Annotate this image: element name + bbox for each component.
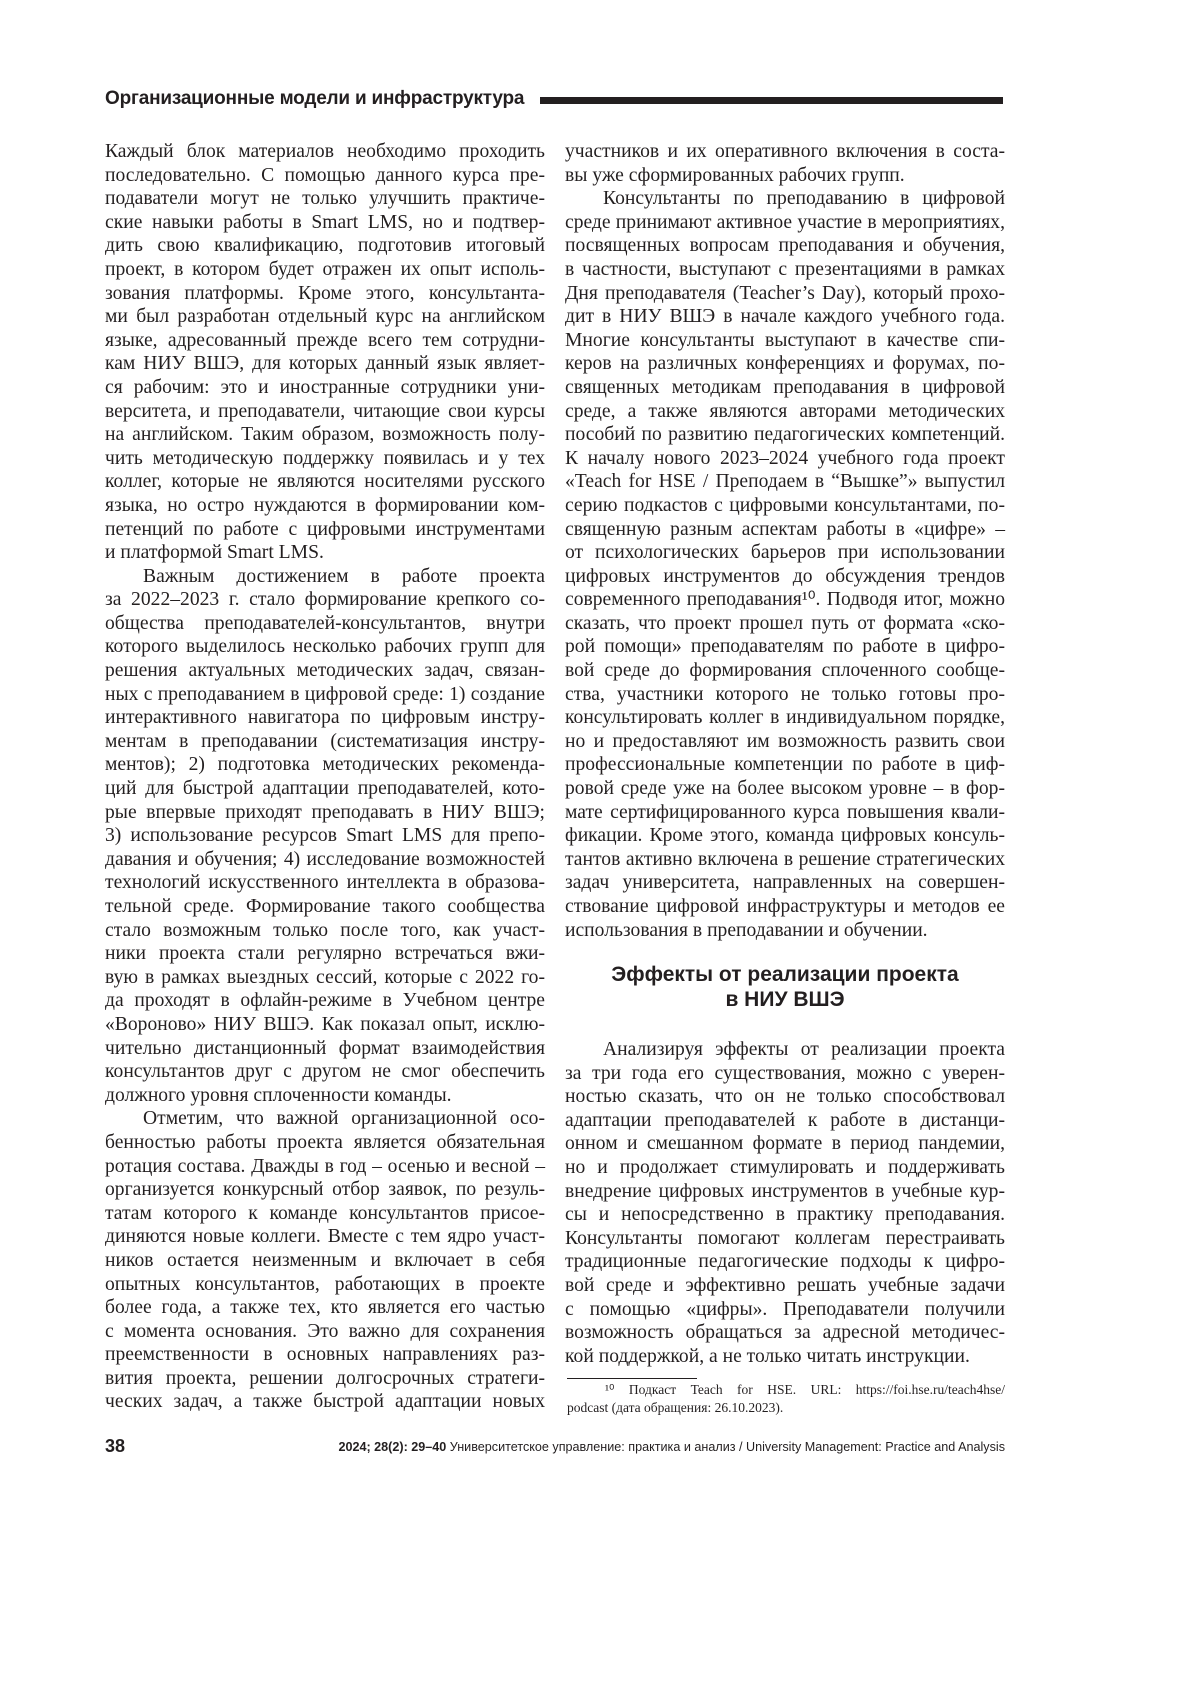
text-line: вую в рамках выездных сессий, которые с 2022 го-: [105, 966, 545, 990]
text-line: языка, но остро нуждаются в формировании ком-: [105, 494, 545, 518]
text-line: зования платформы. Кроме этого, консультанта-: [105, 282, 545, 306]
text-line: ся рабочим: это и иностранные сотрудники уни-: [105, 376, 545, 400]
text-line: более года, а также тех, кто является его частью: [105, 1296, 545, 1320]
text-line: серию подкастов с цифровыми консультантами, по-: [565, 494, 1005, 518]
text-line: Отметим, что важной организационной осо-: [105, 1107, 545, 1131]
text-line: цифровых инструментов до обсуждения трендов: [565, 565, 1005, 589]
text-line: преемственности в основных направлениях раз-: [105, 1343, 545, 1367]
text-line: да проходят в офлайн-режиме в Учебном центре: [105, 989, 545, 1013]
text-line: участников и их оперативного включения в соста-: [565, 140, 1005, 164]
text-line: тельной среде. Формирование такого сообщества: [105, 895, 545, 919]
text-line: Важным достижением в работе проекта: [105, 565, 545, 589]
text-line: рые впервые приходят преподавать в НИУ ВШЭ;: [105, 801, 545, 825]
text-line: языке, адресованный прежде всего тем сотрудни-: [105, 329, 545, 353]
text-line: консультантов друг с другом не смог обеспечить: [105, 1060, 545, 1084]
text-line: чить методическую поддержку появилась и у тех: [105, 447, 545, 471]
text-line: решения актуальных методических задач, связан-: [105, 659, 545, 683]
text-line: дит в НИУ ВШЭ в начале каждого учебного года.: [565, 305, 1005, 329]
text-line: вы уже сформированных рабочих групп.: [565, 164, 1005, 188]
text-line: 3) использование ресурсов Smart LMS для препо-: [105, 824, 545, 848]
issue-info: 2024; 28(2): 29–40: [338, 1440, 446, 1454]
text-line: вой среде до формирования сплоченного сообще-: [565, 659, 1005, 683]
text-line: общества преподавателей-консультантов, внутри: [105, 612, 545, 636]
section-heading: [565, 962, 1005, 1012]
text-line: использования в преподавании и обучении.: [565, 919, 1005, 943]
text-line: пособий по развитию педагогических компетенций.: [565, 423, 1005, 447]
text-line: подаватели могут не только улучшить практиче-: [105, 187, 545, 211]
text-line: ментов); 2) подготовка методических рекоменда-: [105, 753, 545, 777]
text-line: современного преподавания¹⁰. Подводя итог, можно: [565, 588, 1005, 612]
text-line: давания и обучения; 4) исследование возможностей: [105, 848, 545, 872]
footer-citation: [338, 1440, 1005, 1454]
text-line: «Teach for HSE / Преподаем в “Вышке”» выпустил: [565, 470, 1005, 494]
text-line: вой среде и эффективно решать учебные задачи: [565, 1274, 1005, 1298]
text-line: сказать, что проект прошел путь от формата «ско-: [565, 612, 1005, 636]
right-column: [565, 140, 1005, 942]
text-line: ми был разработан отдельный курс на английском: [105, 305, 545, 329]
text-line: задач университета, направленных на совершен-: [565, 871, 1005, 895]
text-line: дить свою квалификацию, подготовив итоговый: [105, 234, 545, 258]
text-line: традиционные педагогические подходы к цифро-: [565, 1250, 1005, 1274]
text-line: ностью сказать, что он не только способствовал: [565, 1085, 1005, 1109]
text-line: Многие консультанты выступают в качестве спи-: [565, 329, 1005, 353]
text-line: Дня преподавателя (Teacher’s Day), который прохо-: [565, 282, 1005, 306]
text-line: ства, участники которого не только готовы про-: [565, 683, 1005, 707]
text-line: ские навыки работы в Smart LMS, но и подтвер-: [105, 211, 545, 235]
text-line: мате сертифицированного курса повышения квали-: [565, 801, 1005, 825]
text-line: с момента основания. Это важно для сохранения: [105, 1320, 545, 1344]
running-head: Организационные модели и инфраструктура: [105, 88, 524, 110]
text-line: в частности, выступают с презентациями в рамках: [565, 258, 1005, 282]
text-line: но и продолжает стимулировать и поддерживать: [565, 1156, 1005, 1180]
text-line: ротация состава. Дважды в год – осенью и весной –: [105, 1155, 545, 1179]
footnote-line: ¹⁰ Подкаст Teach for HSE. URL: https://foi.hse.ru/teach4hse/: [567, 1381, 1005, 1399]
text-line: с помощью «цифры». Преподаватели получили: [565, 1298, 1005, 1322]
text-line: ций для быстрой адаптации преподавателей, кото-: [105, 777, 545, 801]
text-line: Каждый блок материалов необходимо проходить: [105, 140, 545, 164]
text-line: ческих задач, а также быстрой адаптации новых: [105, 1390, 545, 1414]
text-line: адаптации преподавателей к работе в дистанци-: [565, 1109, 1005, 1133]
text-line: ментам в преподавании (систематизация инстру-: [105, 730, 545, 754]
section-body: [565, 1038, 1005, 1368]
text-line: ников остается неизменным и включает в себя: [105, 1249, 545, 1273]
journal-title: Университетское управление: практика и анализ / University Management: Practice and Analysis: [450, 1440, 1005, 1454]
text-line: от психологических барьеров при использовании: [565, 541, 1005, 565]
text-line: консультировать коллег в индивидуальном порядке,: [565, 706, 1005, 730]
section-heading-line: Эффекты от реализации проекта: [565, 962, 1005, 987]
text-line: ствование цифровой инфраструктуры и методов ее: [565, 895, 1005, 919]
text-line: профессиональные компетенции по работе в циф-: [565, 753, 1005, 777]
text-line: сы и непосредственно в практику преподавания.: [565, 1203, 1005, 1227]
text-line: Анализируя эффекты от реализации проекта: [565, 1038, 1005, 1062]
text-line: которого выделилось несколько рабочих групп для: [105, 635, 545, 659]
text-line: должного уровня сплоченности команды.: [105, 1084, 545, 1108]
text-line: верситета, и преподаватели, читающие свои курсы: [105, 400, 545, 424]
text-line: татам которого к команде консультантов присое-: [105, 1202, 545, 1226]
text-line: последовательно. С помощью данного курса пре-: [105, 164, 545, 188]
text-line: организуется конкурсный отбор заявок, по резуль-: [105, 1178, 545, 1202]
text-line: онном и смешанном формате в период пандемии,: [565, 1132, 1005, 1156]
text-line: и платформой Smart LMS.: [105, 541, 545, 565]
text-line: Консультанты помогают коллегам перестраивать: [565, 1227, 1005, 1251]
footnote-line: podcast (дата обращения: 26.10.2023).: [567, 1399, 1005, 1417]
text-line: рой помощи» преподавателям по работе в цифро-: [565, 635, 1005, 659]
text-line: чительно дистанционный формат взаимодействия: [105, 1037, 545, 1061]
text-line: ники проекта стали регулярно встречаться вжи-: [105, 942, 545, 966]
text-line: но и предоставляют им возможность развить свои: [565, 730, 1005, 754]
text-line: священных методикам преподавания в цифровой: [565, 376, 1005, 400]
footnote-rule: [567, 1378, 697, 1379]
text-line: возможность обращаться за адресной методичес-: [565, 1321, 1005, 1345]
text-line: коллег, которые не являются носителями русского: [105, 470, 545, 494]
page-number: 38: [105, 1436, 125, 1457]
text-line: вития проекта, решении долгосрочных стратеги-: [105, 1367, 545, 1391]
text-line: проект, в котором будет отражен их опыт исполь-: [105, 258, 545, 282]
section-heading-line: в НИУ ВШЭ: [565, 987, 1005, 1012]
text-line: интерактивного навигатора по цифровым инстру-: [105, 706, 545, 730]
text-line: технологий искусственного интеллекта в образова-: [105, 871, 545, 895]
text-line: священную разным аспектам работы в «цифре» –: [565, 518, 1005, 542]
text-line: керов на различных конференциях и форумах, по-: [565, 352, 1005, 376]
text-line: на английском. Таким образом, возможность полу-: [105, 423, 545, 447]
text-line: фикации. Кроме этого, команда цифровых консуль-: [565, 824, 1005, 848]
text-line: ных с преподаванием в цифровой среде: 1) создание: [105, 683, 545, 707]
text-line: бенностью работы проекта является обязательная: [105, 1131, 545, 1155]
text-line: «Вороново» НИУ ВШЭ. Как показал опыт, исклю-: [105, 1013, 545, 1037]
footnote: [567, 1381, 1005, 1417]
text-line: петенций по работе с цифровыми инструментами: [105, 518, 545, 542]
text-line: кам НИУ ВШЭ, для которых данный язык являет-: [105, 352, 545, 376]
text-line: ровой среде уже на более высоком уровне – в фор-: [565, 777, 1005, 801]
text-line: за 2022–2023 г. стало формирование крепкого со-: [105, 588, 545, 612]
text-line: посвященных вопросам преподавания и обучения,: [565, 234, 1005, 258]
text-line: тантов активно включена в решение стратегических: [565, 848, 1005, 872]
text-line: кой поддержкой, а не только читать инструкции.: [565, 1345, 1005, 1369]
text-line: за три года его существования, можно с уверен-: [565, 1062, 1005, 1086]
text-line: внедрение цифровых инструментов в учебные кур-: [565, 1180, 1005, 1204]
text-line: К началу нового 2023–2024 учебного года проект: [565, 447, 1005, 471]
text-line: стало возможным только после того, как участ-: [105, 919, 545, 943]
text-line: среде, а также являются авторами методических: [565, 400, 1005, 424]
text-line: среде принимают активное участие в мероприятиях,: [565, 211, 1005, 235]
text-line: диняются новые коллеги. Вместе с тем ядро участ-: [105, 1225, 545, 1249]
text-line: Консультанты по преподаванию в цифровой: [565, 187, 1005, 211]
header-rule: [540, 97, 1003, 104]
left-column: [105, 140, 545, 1414]
text-line: опытных консультантов, работающих в проекте: [105, 1273, 545, 1297]
